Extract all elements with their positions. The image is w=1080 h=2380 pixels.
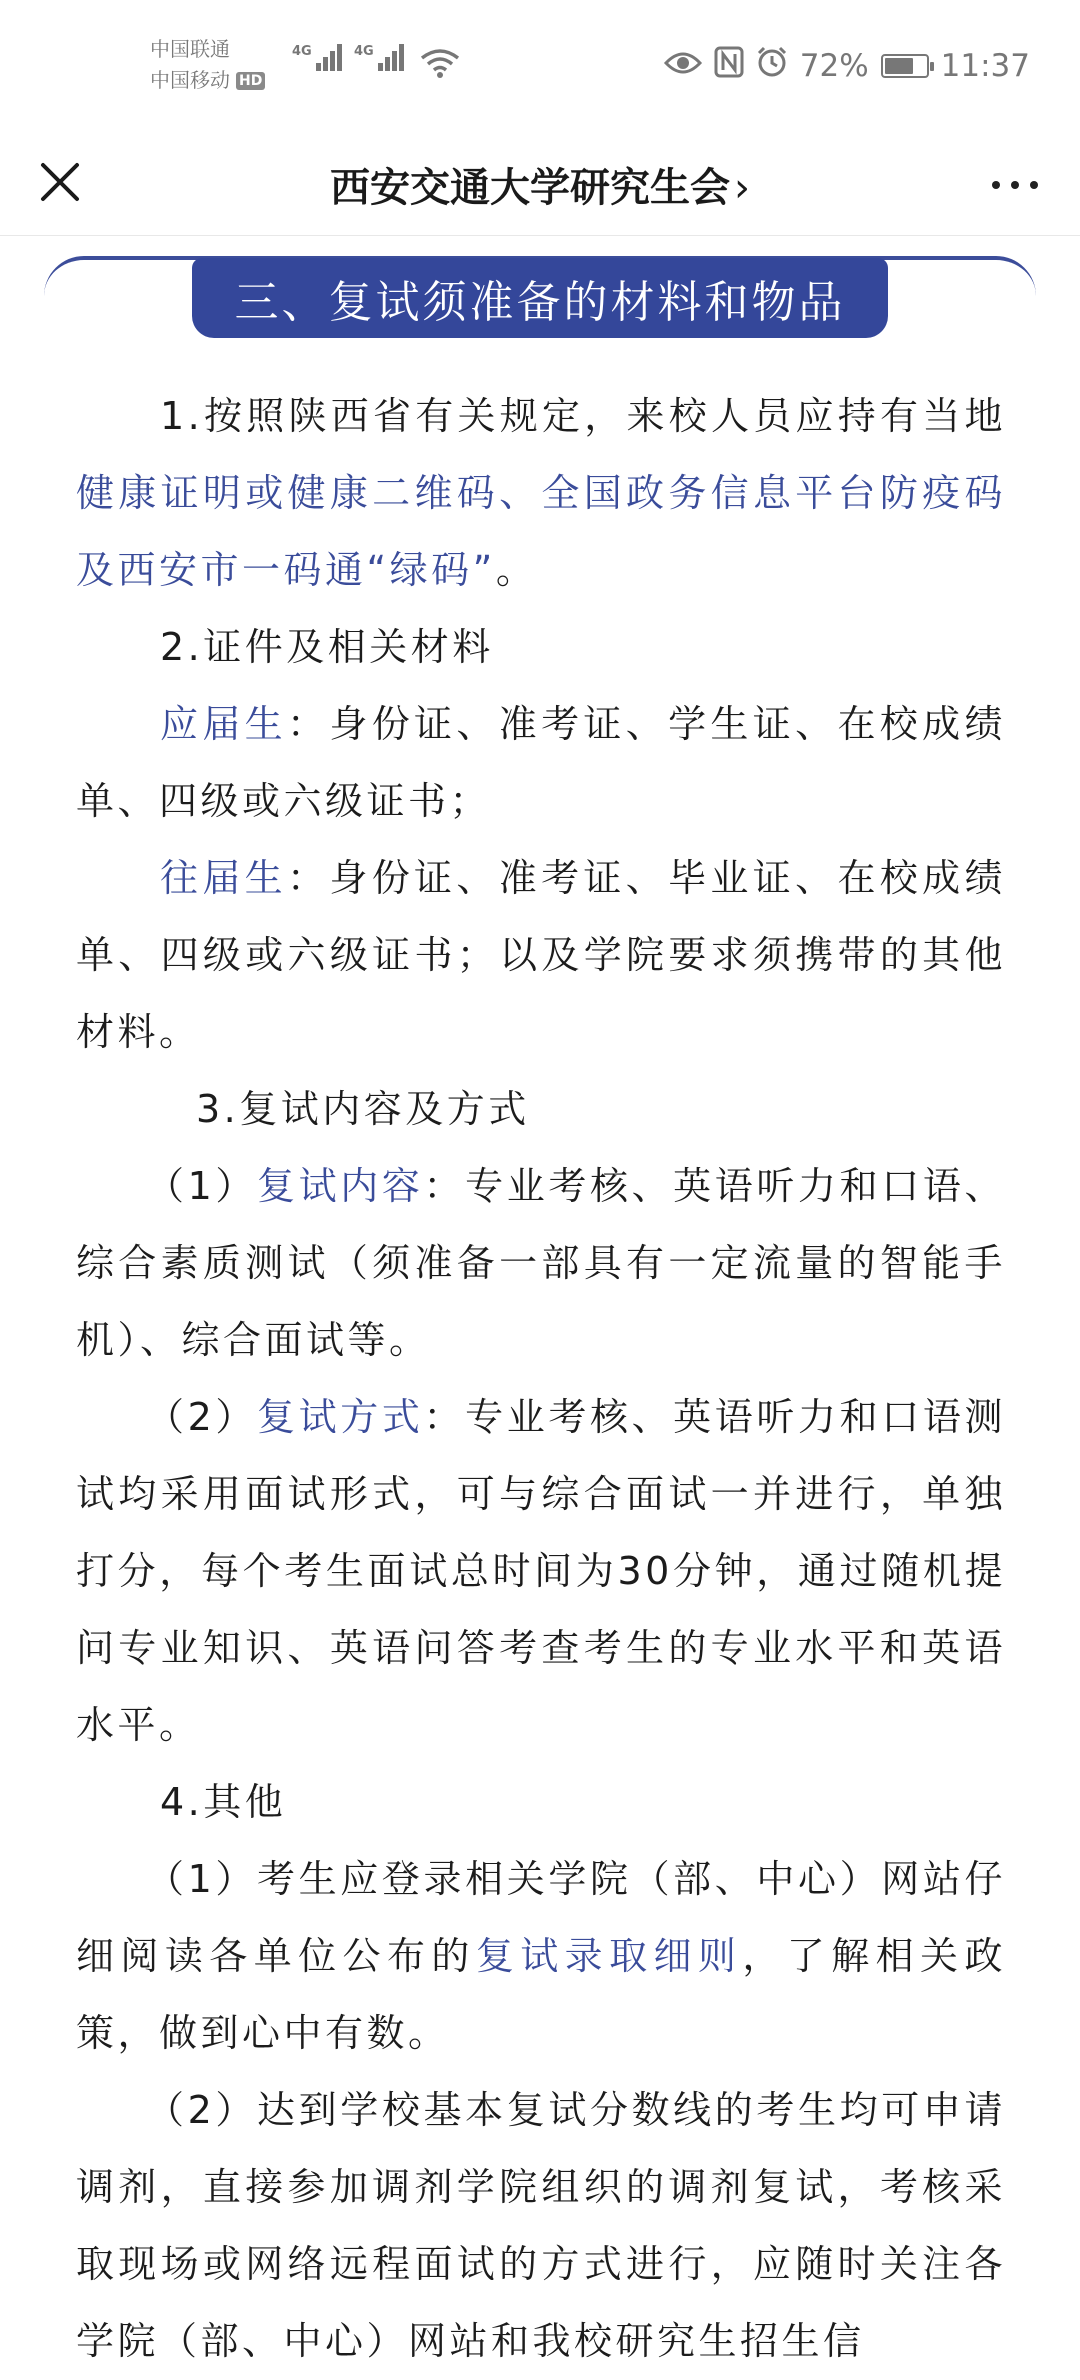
- carrier-info: [150, 34, 265, 96]
- highlight-text: 往届生: [160, 856, 288, 900]
- eye-icon: [664, 48, 702, 84]
- network-type-1: 4G: [292, 44, 312, 59]
- paragraph-admission-rules: [76, 1841, 1006, 2072]
- hd-badge: HD: [236, 72, 265, 90]
- highlight-text: 复试录取细则: [475, 1934, 743, 1978]
- nfc-icon: [714, 46, 744, 86]
- text: 1.按照陕西省有关规定，来校人员应持有当地: [160, 394, 1006, 438]
- more-button[interactable]: [980, 160, 1050, 210]
- paragraph-heading-content: 3.复试内容及方式: [196, 1087, 530, 1131]
- paragraph-heading-other: 4.其他: [160, 1780, 287, 1824]
- text: ，了解相关政策，做到心中有数。: [76, 1934, 1006, 2055]
- text: ：身份证、准考证、毕业证、在校成绩单、四级或六级证书；以及学院要求须携带的其他材料。: [76, 856, 1006, 1054]
- section-title: 三、复试须准备的材料和物品: [192, 258, 888, 338]
- battery-icon: [881, 54, 929, 78]
- highlight-text: 健康证明或健康二维码、全国政务信息平台防疫码及西安市一码通“绿码”: [76, 471, 1006, 592]
- network-type-2: 4G: [354, 44, 374, 59]
- text: （1）考生应登录相关学院（部、中心）网站仔细阅读各单位公布的: [76, 1857, 1006, 1978]
- signal-2-icon: [354, 44, 404, 71]
- text: ：身份证、准考证、学生证、在校成绩单、四级或六级证书；: [76, 702, 1006, 823]
- text: 。: [495, 548, 538, 592]
- clock-time: 11:37: [940, 48, 1030, 84]
- account-title[interactable]: [0, 156, 1080, 213]
- signal-1-icon: [292, 44, 342, 71]
- highlight-text: 复试方式: [257, 1395, 424, 1439]
- status-right-group: [664, 46, 1030, 86]
- highlight-text: 应届生: [160, 702, 288, 746]
- battery-percent: 72%: [799, 48, 869, 84]
- account-name: 西安交通大学研究生会: [330, 165, 730, 211]
- text: ：专业考核、英语听力和口语、综合素质测试（须准备一部具有一定流量的智能手机）、综合面试等。: [76, 1164, 1006, 1362]
- nav-bar: [0, 130, 1080, 236]
- more-icon-dot: [1030, 181, 1038, 189]
- alarm-icon: [756, 46, 788, 86]
- chevron-right-icon: ›: [734, 165, 750, 211]
- status-bar: [0, 0, 1080, 130]
- carrier-1: 中国联通: [150, 37, 230, 61]
- paragraph-health-code: [76, 378, 1006, 609]
- more-icon-dot: [992, 181, 1000, 189]
- text: （2）: [146, 1395, 258, 1439]
- text: （1）: [146, 1164, 258, 1208]
- paragraph-retest-content: [76, 1148, 1006, 1379]
- paragraph-transfer: （2）达到学校基本复试分数线的考生均可申请调剂，直接参加调剂学院组织的调剂复试，考核采取现场或网络远程面试的方式进行，应随时关注各学院（部、中心）网站和我校研究生招生信: [76, 2088, 1006, 2363]
- paragraph-retest-method: [76, 1379, 1006, 1764]
- text: ：专业考核、英语听力和口语测试均采用面试形式，可与综合面试一并进行，单独打分，每个考生面试总时间为30分钟，通过随机提问专业知识、英语问答考查考生的专业水平和英语水平。: [76, 1395, 1006, 1747]
- paragraph-heading-documents: 2.证件及相关材料: [160, 625, 494, 669]
- paragraph-past-graduates: [76, 840, 1006, 1071]
- wifi-icon: [420, 48, 460, 82]
- highlight-text: 复试内容: [257, 1164, 424, 1208]
- more-icon-dot: [1011, 181, 1019, 189]
- paragraph-fresh-graduates: [76, 686, 1006, 840]
- carrier-2: 中国移动: [150, 68, 230, 92]
- article-body: [76, 378, 1006, 2380]
